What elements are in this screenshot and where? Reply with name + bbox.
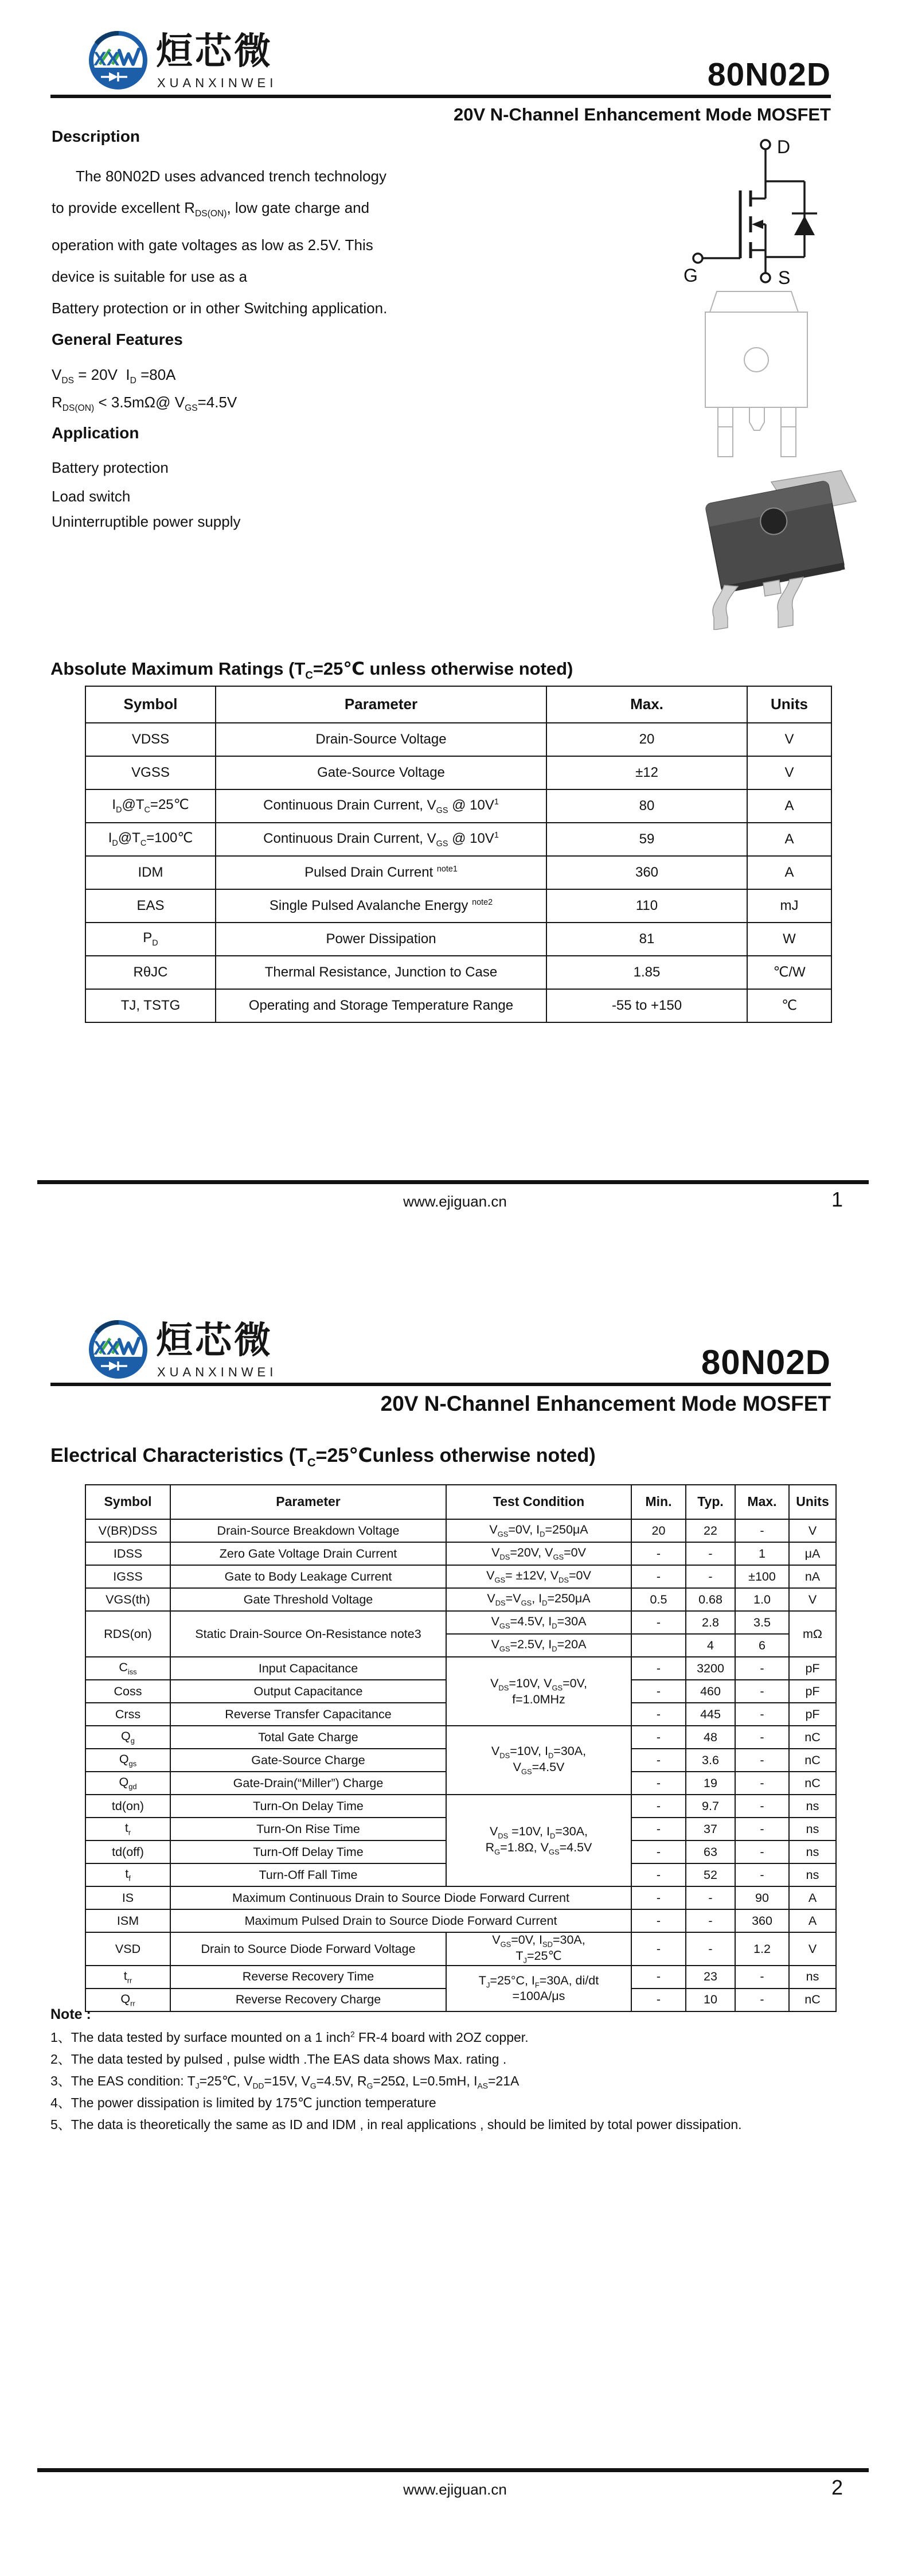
table-cell: VGSS [85,756,216,789]
table-cell: V [747,723,831,756]
column-header: Symbol [85,1485,170,1519]
table-cell: td(on) [85,1795,170,1818]
table-cell: Single Pulsed Avalanche Energy $^{note2}$ [216,889,546,923]
table-cell: $Q_{gs}$ [85,1749,170,1772]
table-cell: W [747,923,831,956]
table-cell: ns [789,1966,836,1989]
table-cell: - [735,1680,789,1703]
feature-item: $V_{DS} = 20V$ $I_D =80A$ [52,366,176,386]
page-number: 1 [831,1188,843,1211]
table-cell: - [735,1772,789,1795]
header-rule [50,95,831,98]
table-cell: - [631,1542,686,1565]
table-cell: Input Capacitance [170,1657,446,1680]
table-cell: 360 [546,856,747,889]
table-cell: 4 [686,1634,735,1657]
table-cell: mJ [747,889,831,923]
table-cell: - [631,1749,686,1772]
table-row [85,1657,836,1680]
table-cell: - [631,1772,686,1795]
table-cell: ns [789,1795,836,1818]
doc-subtitle: 20V N-Channel Enhancement Mode MOSFET [380,1392,831,1415]
table-cell: - [735,1657,789,1680]
table-cell: 110 [546,889,747,923]
table-cell: $V_{DS} =10V$, $I_D=30A$, $R_G=1.8\Omega$, $V_{GS}=4.5V$ [446,1795,631,1886]
table-cell: Total Gate Charge [170,1726,446,1749]
table-cell: 59 [546,823,747,856]
table-cell: pF [789,1680,836,1703]
table-cell: IS [85,1886,170,1909]
table-cell: - [735,1818,789,1840]
table-header-row [85,1485,836,1519]
table-cell: VGS(th) [85,1588,170,1611]
absolute-maximum-ratings-table [85,686,832,1023]
table-cell: A [789,1886,836,1909]
table-cell: V [789,1932,836,1966]
page-2 [0,1288,910,2576]
table-cell: - [735,1795,789,1818]
table-cell: Power Dissipation [216,923,546,956]
table-cell: - [631,1989,686,2011]
table-cell: $I_D@T_C=100℃$ [85,823,216,856]
table-cell: Turn-Off Fall Time [170,1863,446,1886]
table-cell: nC [789,1772,836,1795]
table-cell: Reverse Recovery Time [170,1966,446,1989]
table-cell: Output Capacitance [170,1680,446,1703]
table-cell: pF [789,1703,836,1726]
table-cell: 9.7 [686,1795,735,1818]
footer-rule [37,1180,869,1184]
table-cell: $P_D$ [85,923,216,956]
table-cell: Maximum Pulsed Drain to Source Diode Forward Current [170,1909,631,1932]
table-cell: - [631,1840,686,1863]
brand-logo [86,28,384,95]
table-cell: A [747,856,831,889]
application-item: Battery protection [52,459,169,476]
table-cell: $t_r$ [85,1818,170,1840]
table-cell: 23 [686,1966,735,1989]
table-cell: Reverse Recovery Charge [170,1989,446,2011]
table-cell: TJ, TSTG [85,989,216,1022]
table-cell: 0.5 [631,1588,686,1611]
table-cell: nC [789,1989,836,2011]
column-header: Parameter [170,1485,446,1519]
note-heading: Note : [50,2006,91,2022]
table-row [85,1726,836,1749]
table-cell: 19 [686,1772,735,1795]
doc-subtitle: 20V N-Channel Enhancement Mode MOSFET [454,104,831,124]
table-cell: A [789,1909,836,1932]
table-cell: pF [789,1657,836,1680]
svg-text:XX: XX [93,48,120,70]
table-cell: Operating and Storage Temperature Range [216,989,546,1022]
table-cell: $T_J=25^\circ C$, $I_F=30A$, di/dt =100A/μs [446,1966,631,2011]
footer-website: www.ejiguan.cn [403,2481,507,2498]
table-cell: $Q_g$ [85,1726,170,1749]
table-cell: $V_{DS}=20V$, $V_{GS}=0V$ [446,1542,631,1565]
table-cell: EAS [85,889,216,923]
table-cell: - [631,1680,686,1703]
brand-logo [86,1317,384,1384]
table-cell: - [631,1657,686,1680]
table-cell: - [631,1886,686,1909]
table-cell: $t_{rr}$ [85,1966,170,1989]
application-heading: Application [52,424,139,442]
table-cell: - [686,1542,735,1565]
table-cell: ns [789,1818,836,1840]
table-cell: - [631,1863,686,1886]
table-cell: Continuous Drain Current, $V_{GS}$ @ $10V^1$ [216,789,546,823]
table-cell: td(off) [85,1840,170,1863]
table-cell: 22 [686,1519,735,1542]
source-label: S [778,267,791,288]
table-cell: $V_{DS}=V_{GS}$, $I_D=250\mu A$ [446,1588,631,1611]
table-cell: - [735,1726,789,1749]
table-cell: Gate-Source Charge [170,1749,446,1772]
table-cell: $V_{GS}=4.5V$, $I_D=30A$ [446,1611,631,1634]
header-rule [50,1383,831,1386]
column-header: Typ. [686,1485,735,1519]
table-cell: Gate to Body Leakage Current [170,1565,446,1588]
table-cell: - [735,1519,789,1542]
table-cell: ±100 [735,1565,789,1588]
abs-max-ratings-heading: Absolute Maximum Ratings ($T_C=25℃$ unless otherwise noted) [50,659,573,682]
table-cell: - [631,1726,686,1749]
table-cell: $t_f$ [85,1863,170,1886]
column-header: Test Condition [446,1485,631,1519]
electrical-characteristics-heading: Electrical Characteristics ($T_C=25℃unless$ otherwise noted) [50,1445,596,1469]
table-row [85,723,831,756]
brand-roman-name: XUANXINWEI [157,76,278,90]
table-cell: - [631,1966,686,1989]
table-cell: 2.8 [686,1611,735,1634]
table-cell: $C_{iss}$ [85,1657,170,1680]
table-cell: - [735,1989,789,2011]
general-features-heading: General Features [52,330,183,348]
table-cell: - [631,1909,686,1932]
table-cell: $V_{DS}=10V$, $I_D=30A$, $V_{GS}=4.5V$ [446,1726,631,1795]
table-cell: $Q_{gd}$ [85,1772,170,1795]
table-cell: 1.2 [735,1932,789,1966]
table-cell: - [735,1840,789,1863]
table-cell: Thermal Resistance, Junction to Case [216,956,546,989]
note-item: 2、The data tested by pulsed , pulse width .The EAS data shows Max. rating . [50,2052,507,2067]
table-cell: nC [789,1749,836,1772]
table-cell: 3.6 [686,1749,735,1772]
brand-roman-name: XUANXINWEI [157,1365,278,1379]
table-cell: $I_D@T_C=25℃$ [85,789,216,823]
table-cell: Reverse Transfer Capacitance [170,1703,446,1726]
table-row [85,1909,836,1932]
package-3d-image [691,464,869,630]
table-cell: RθJC [85,956,216,989]
table-cell: - [631,1565,686,1588]
table-row [85,789,831,823]
footer-website: www.ejiguan.cn [403,1193,507,1210]
brand-emblem-icon [86,29,150,93]
column-header: Max. [735,1485,789,1519]
table-cell: 37 [686,1818,735,1840]
part-number: 80N02D [701,1343,831,1382]
table-cell [631,1634,686,1657]
table-cell: Coss [85,1680,170,1703]
table-cell: 6 [735,1634,789,1657]
table-cell: V(BR)DSS [85,1519,170,1542]
svg-text:XX: XX [93,1337,120,1359]
table-cell: Continuous Drain Current, $V_{GS}$ @ $10V^1$ [216,823,546,856]
table-cell: - [735,1703,789,1726]
table-cell: V [747,756,831,789]
brand-chinese-name: 烜芯微 [156,1320,273,1362]
table-cell: $V_{GS}= \pm 12V$, $V_{DS}=0V$ [446,1565,631,1588]
table-cell: - [631,1611,686,1634]
table-cell: -55 to +150 [546,989,747,1022]
feature-item: $R_{DS(ON)}$ < 3.5mΩ@ $V_{GS}=4.5V$ [52,394,237,414]
table-row [85,1611,836,1634]
table-cell: IDM [85,856,216,889]
table-cell: Drain-Source Breakdown Voltage [170,1519,446,1542]
table-cell: Gate-Drain(“Miller”) Charge [170,1772,446,1795]
table-cell: - [686,1909,735,1932]
table-cell: mΩ [789,1611,836,1657]
table-cell: 63 [686,1840,735,1863]
table-cell: Static Drain-Source On-Resistance note3 [170,1611,446,1657]
table-cell: V [789,1519,836,1542]
table-cell: - [686,1565,735,1588]
table-cell: Crss [85,1703,170,1726]
table-row [85,1519,836,1542]
table-cell: $V_{DS}=10V$, $V_{GS}=0V$, f=1.0MHz [446,1657,631,1726]
table-cell: IDSS [85,1542,170,1565]
table-cell: Gate Threshold Voltage [170,1588,446,1611]
table-cell: $V_{GS}=2.5V$, $I_D=20A$ [446,1634,631,1657]
application-item: Uninterruptible power supply [52,513,241,530]
table-cell: ℃ [747,989,831,1022]
gate-label: G [684,265,698,286]
table-cell: - [686,1932,735,1966]
note-item: 4、The power dissipation is limited by 175℃ junction temperature [50,2095,436,2110]
table-cell: 445 [686,1703,735,1726]
table-cell: 90 [735,1886,789,1909]
table-row [85,1795,836,1818]
table-cell: 80 [546,789,747,823]
application-item: Load switch [52,488,131,505]
table-cell: - [686,1886,735,1909]
column-header: Units [747,686,831,723]
table-row [85,923,831,956]
table-row [85,956,831,989]
table-cell: 20 [631,1519,686,1542]
table-row [85,1565,836,1588]
table-cell: Drain-Source Voltage [216,723,546,756]
table-cell: A [747,789,831,823]
table-cell: Pulsed Drain Current $^{note1}$ [216,856,546,889]
table-row [85,889,831,923]
table-cell: Zero Gate Voltage Drain Current [170,1542,446,1565]
table-cell: nC [789,1726,836,1749]
table-cell: - [735,1863,789,1886]
table-cell: ns [789,1840,836,1863]
table-cell: A [747,823,831,856]
column-header: Min. [631,1485,686,1519]
description-heading: Description [52,127,140,145]
table-row [85,1542,836,1565]
description-paragraph: The 80N02D uses advanced trench technology to provide excellent $R_{DS(ON)}$, low gate charge and operation with gate voltages as low as 2.5V. This device is suitable for use as a Battery protection or in other Switching application. [52,168,388,317]
table-row [85,989,831,1022]
table-cell: $V_{GS}=0V$, $I_D=250\mu A$ [446,1519,631,1542]
table-cell: 3200 [686,1657,735,1680]
table-cell: ℃/W [747,956,831,989]
table-cell: Gate-Source Voltage [216,756,546,789]
note-item: 5、The data is theoretically the same as ID and IDM , in real applications , should be limited by total power dissipation. [50,2117,742,2132]
table-cell: VSD [85,1932,170,1966]
table-cell: $V_{GS}=0V$, $I_{SD}=30A$, $T_J=25℃$ [446,1932,631,1966]
table-row [85,1932,836,1966]
table-cell: 1.0 [735,1588,789,1611]
package-outline-drawing [701,288,815,460]
table-cell: - [631,1932,686,1966]
table-cell: - [735,1966,789,1989]
table-cell: ns [789,1863,836,1886]
brand-emblem-icon [86,1318,150,1382]
table-cell: 3.5 [735,1611,789,1634]
table-row [85,856,831,889]
table-header-row [85,686,831,723]
table-cell: RDS(on) [85,1611,170,1657]
note-item: 1、The data tested by surface mounted on a 1 inch$^2$ FR-4 board with 2OZ copper. [50,2030,529,2045]
table-cell: 460 [686,1680,735,1703]
table-row [85,1588,836,1611]
footer-rule [37,2468,869,2472]
electrical-characteristics-table [85,1484,837,2012]
table-cell: - [631,1818,686,1840]
table-cell: Drain to Source Diode Forward Voltage [170,1932,446,1966]
table-cell: 48 [686,1726,735,1749]
table-cell: 0.68 [686,1588,735,1611]
brand-chinese-name: 烜芯微 [156,30,273,73]
table-cell: IGSS [85,1565,170,1588]
table-row [85,1966,836,1989]
table-cell: $Q_{rr}$ [85,1989,170,2011]
table-cell: 81 [546,923,747,956]
table-cell: - [631,1795,686,1818]
part-number: 80N02D [707,56,831,93]
table-cell: 20 [546,723,747,756]
page-number: 2 [831,2476,843,2499]
mosfet-symbol-icon [679,135,869,288]
table-row [85,756,831,789]
table-cell: - [631,1703,686,1726]
table-cell: 10 [686,1989,735,2011]
table-cell: Turn-Off Delay Time [170,1840,446,1863]
column-header: Max. [546,686,747,723]
table-cell: 360 [735,1909,789,1932]
table-cell: ±12 [546,756,747,789]
table-cell: Turn-On Rise Time [170,1818,446,1840]
table-cell: ISM [85,1909,170,1932]
table-cell: VDSS [85,723,216,756]
table-cell: 52 [686,1863,735,1886]
table-row [85,1886,836,1909]
column-header: Symbol [85,686,216,723]
table-cell: Turn-On Delay Time [170,1795,446,1818]
table-cell: 1 [735,1542,789,1565]
column-header: Parameter [216,686,546,723]
table-cell: V [789,1588,836,1611]
table-cell: Maximum Continuous Drain to Source Diode Forward Current [170,1886,631,1909]
drain-label: D [777,137,791,157]
column-header: Units [789,1485,836,1519]
table-cell: nA [789,1565,836,1588]
note-item: 3、The EAS condition: $T_J=25℃$, $V_{DD}=15V$, $V_G=4.5V$, $R_G=25\Omega$, L=0.5mH, $I_{AS}=21A$ [50,2073,520,2091]
table-cell: - [735,1749,789,1772]
table-cell: 1.85 [546,956,747,989]
table-cell: μA [789,1542,836,1565]
table-row [85,823,831,856]
